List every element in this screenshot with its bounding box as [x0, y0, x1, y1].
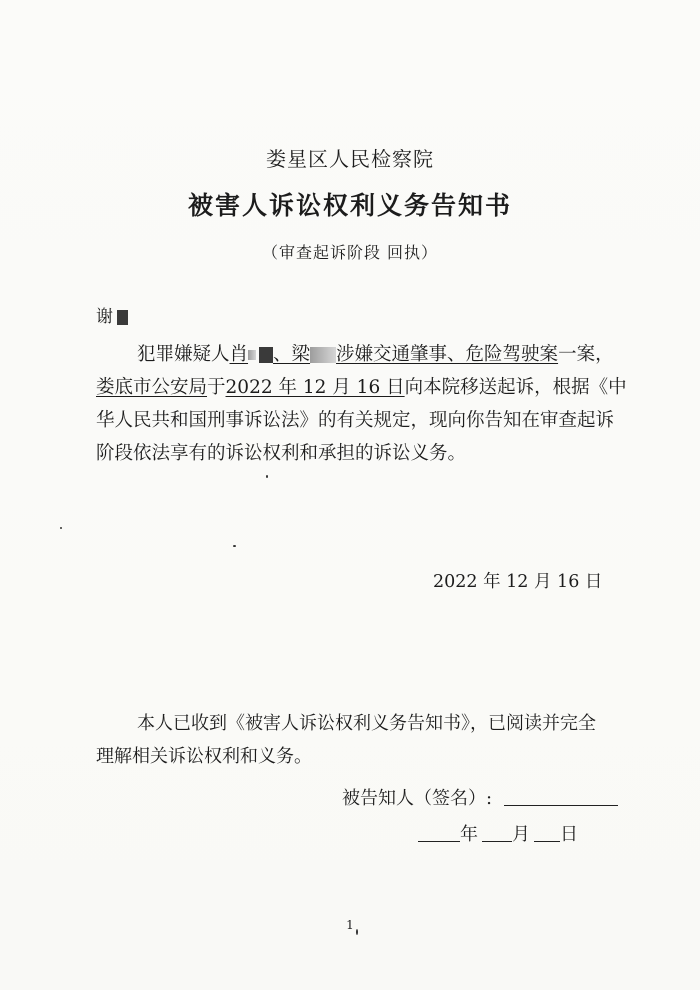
year-label: 年: [460, 824, 478, 845]
notice-date: 2022 年 12 月 16 日: [433, 572, 603, 592]
redaction-mark: [117, 310, 128, 325]
suspect-1-name: 肖: [229, 344, 249, 365]
body-text: 犯罪嫌疑人: [137, 344, 230, 365]
body-line-3: 华人民共和国刑事诉讼法》的有关规定，现向你告知在审查起诉: [96, 410, 615, 431]
organization-name: 娄星区人民检察院: [266, 147, 434, 171]
day-label: 日: [560, 824, 578, 845]
redaction-mark: [310, 347, 336, 363]
month-blank[interactable]: [482, 841, 512, 842]
acknowledgement-line-1: 本人已收到《被害人诉讼权利义务告知书》，已阅读并完全: [137, 713, 596, 734]
redaction-mark: [259, 347, 273, 363]
redaction-mark: [248, 350, 256, 360]
suspect-2-name: 、梁: [273, 344, 311, 365]
transfer-date: 2022 年 12 月 16 日: [225, 377, 405, 398]
body-text: 一案，: [558, 344, 614, 365]
body-line-2: [96, 373, 627, 399]
document-subtitle: （审查起诉阶段 回执）: [261, 243, 439, 262]
body-text: 于: [207, 377, 226, 398]
recipient-line: [96, 302, 128, 327]
body-line-1: [137, 340, 614, 366]
signature-label: 被告知人（签名）:: [342, 788, 493, 809]
scan-speck: [266, 475, 268, 478]
police-bureau: 娄底市公安局: [96, 377, 208, 398]
month-label: 月: [512, 824, 530, 845]
year-blank[interactable]: [418, 841, 460, 842]
scan-speck: [356, 929, 358, 935]
signature-date-row: [418, 820, 578, 846]
signature-blank[interactable]: [504, 805, 618, 806]
body-line-4: 阶段依法享有的诉讼权利和承担的诉讼义务。: [96, 443, 467, 464]
case-name: 涉嫌交通肇事、危险驾驶案: [336, 344, 559, 365]
recipient-name: 谢: [96, 307, 113, 327]
body-text: 向本院移送起诉，根据《中: [404, 377, 627, 398]
signature-row: [342, 784, 618, 810]
scan-speck: [233, 545, 236, 547]
document-title: 被害人诉讼权利义务告知书: [187, 191, 512, 220]
page-number: 1: [346, 918, 354, 932]
scan-speck: [60, 527, 62, 529]
acknowledgement-line-2: 理解相关诉讼权利和义务。: [96, 746, 312, 767]
day-blank[interactable]: [534, 841, 560, 842]
suspect-names: [230, 344, 559, 365]
